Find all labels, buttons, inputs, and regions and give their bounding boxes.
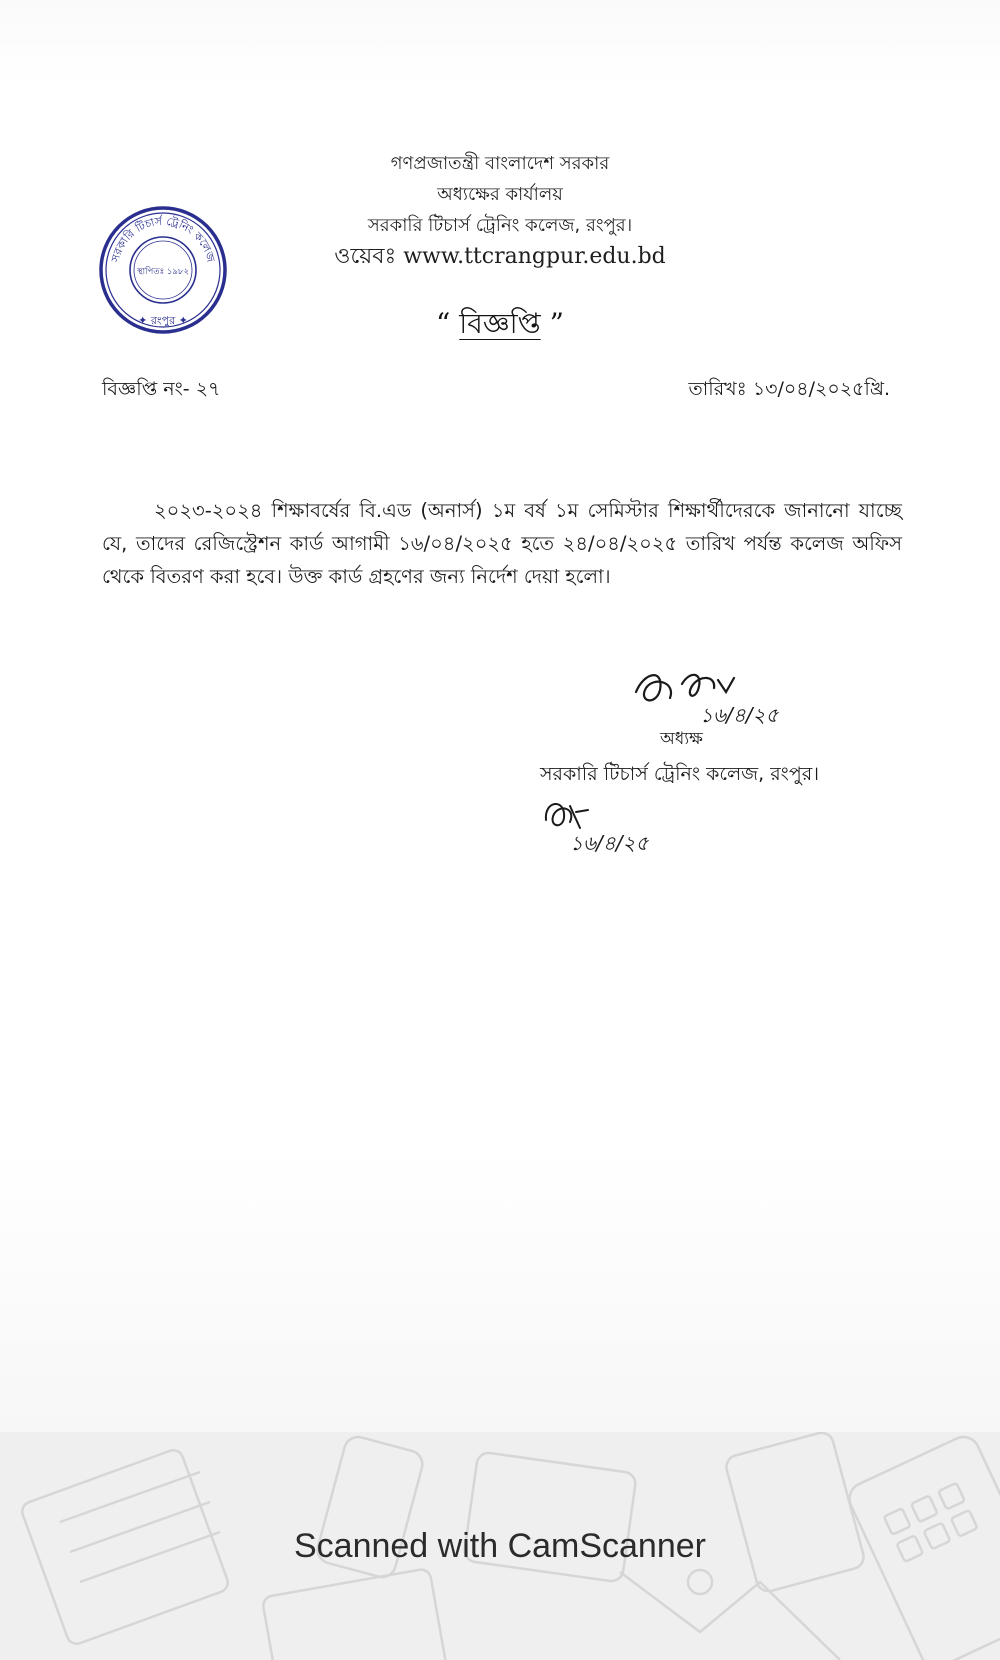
notice-title	[400, 302, 600, 349]
svg-text:✦ রংপুর ✦: ✦ রংপুর ✦	[138, 314, 188, 327]
office-name: অধ্যক্ষের কার্যালয়	[437, 184, 563, 205]
memo-date: তারিখঃ ১৩/০৪/২০২৫খ্রি.	[688, 378, 890, 400]
institution-name: সরকারি টিচার্স ট্রেনিং কলেজ, রংপুর।	[367, 215, 633, 236]
letterhead	[300, 148, 700, 272]
open-quote: “	[436, 307, 451, 340]
svg-text:স্থাপিতঃ ১৯৮২: স্থাপিতঃ ১৯৮২	[137, 267, 189, 277]
close-quote: ”	[549, 307, 564, 340]
memo-number: বিজ্ঞপ্তি নং- ২৭	[102, 378, 221, 400]
svg-text:সরকারি টিচার্স ট্রেনিং কলেজ: সরকারি টিচার্স ট্রেনিং কলেজ	[108, 214, 218, 264]
government-name: গণপ্রজাতন্ত্রী বাংলাদেশ সরকার	[390, 153, 610, 174]
website-line: ওয়েবঃ www.ttcrangpur.edu.bd	[334, 244, 666, 269]
camscanner-watermark: Scanned with CamScanner	[293, 1527, 706, 1565]
initial-date: ১৬/৪/২৫	[570, 831, 649, 855]
college-seal	[96, 202, 230, 342]
signature-date: ১৬/৪/২৫	[700, 703, 779, 727]
principal-signature	[630, 662, 800, 738]
principal-designation: অধ্যক্ষ	[660, 729, 703, 749]
notice-title-text: বিজ্ঞপ্তি	[459, 307, 541, 340]
signatory-institution: সরকারি টিচার্স ট্রেনিং কলেজ, রংপুর।	[540, 763, 820, 785]
notice-body: ২০২৩-২০২৪ শিক্ষাবর্ষের বি.এড (অনার্স) ১ম বর্ষ ১ম সেমিস্টার শিক্ষার্থীদেরকে জানানো যাচ্ছে যে, তাদের রেজিস্ট্রেশন কার্ড আগামী ১৬/০৪/২০২৫ হতে ২৪/০৪/২০২৫ তারিখ পর্যন্ত কলেজ অফিস থেকে বিতরণ করা হবে। উক্ত কার্ড গ্রহণের জন্য নির্দেশ দেয়া হলো।	[102, 498, 902, 588]
dispatch-initial	[540, 792, 670, 862]
